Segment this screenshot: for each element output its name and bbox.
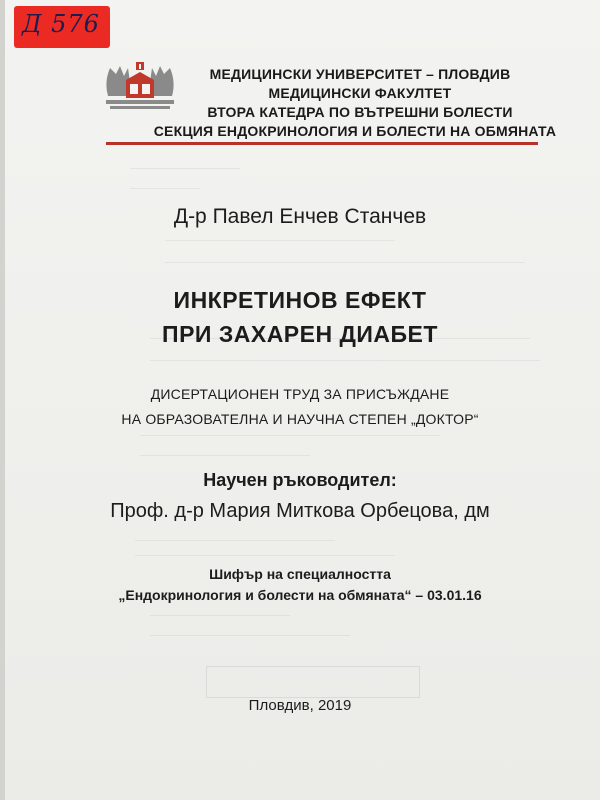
faint-stamp bbox=[206, 666, 420, 698]
supervisor-name: Проф. д-р Мария Миткова Орбецова, дм bbox=[110, 500, 490, 522]
header-university: МЕДИЦИНСКИ УНИВЕРСИТЕТ – ПЛОВДИВ bbox=[209, 66, 511, 82]
thesis-title-line2: ПРИ ЗАХАРЕН ДИАБЕТ bbox=[162, 321, 438, 347]
specialty-value: „Ендокринология и болести на обмяната“ – 03.01.16 bbox=[118, 587, 482, 603]
place-and-year: Пловдив, 2019 bbox=[248, 697, 352, 714]
header-faculty: МЕДИЦИНСКИ ФАКУЛТЕТ bbox=[268, 85, 452, 101]
header-divider bbox=[106, 142, 538, 145]
supervisor-label: Научен ръководител: bbox=[203, 470, 397, 490]
archive-sticker bbox=[14, 6, 110, 48]
header-section: СЕКЦИЯ ЕНДОКРИНОЛОГИЯ И БОЛЕСТИ НА ОБМЯНАТА bbox=[153, 123, 557, 139]
sticker-code: Д 576 bbox=[22, 10, 100, 38]
specialty-label: Шифър на специалността bbox=[209, 566, 391, 582]
header-department: ВТОРА КАТЕДРА ПО ВЪТРЕШНИ БОЛЕСТИ bbox=[207, 104, 513, 120]
author-name: Д-р Павел Енчев Станчев bbox=[173, 205, 427, 228]
subtitle-line1: ДИСЕРТАЦИОНЕН ТРУД ЗА ПРИСЪЖДАНЕ bbox=[150, 386, 450, 402]
thesis-title-line1: ИНКРЕТИНОВ ЕФЕКТ bbox=[173, 287, 427, 313]
subtitle-line2: НА ОБРАЗОВАТЕЛНА И НАУЧНА СТЕПЕН „ДОКТОР“ bbox=[121, 411, 479, 427]
